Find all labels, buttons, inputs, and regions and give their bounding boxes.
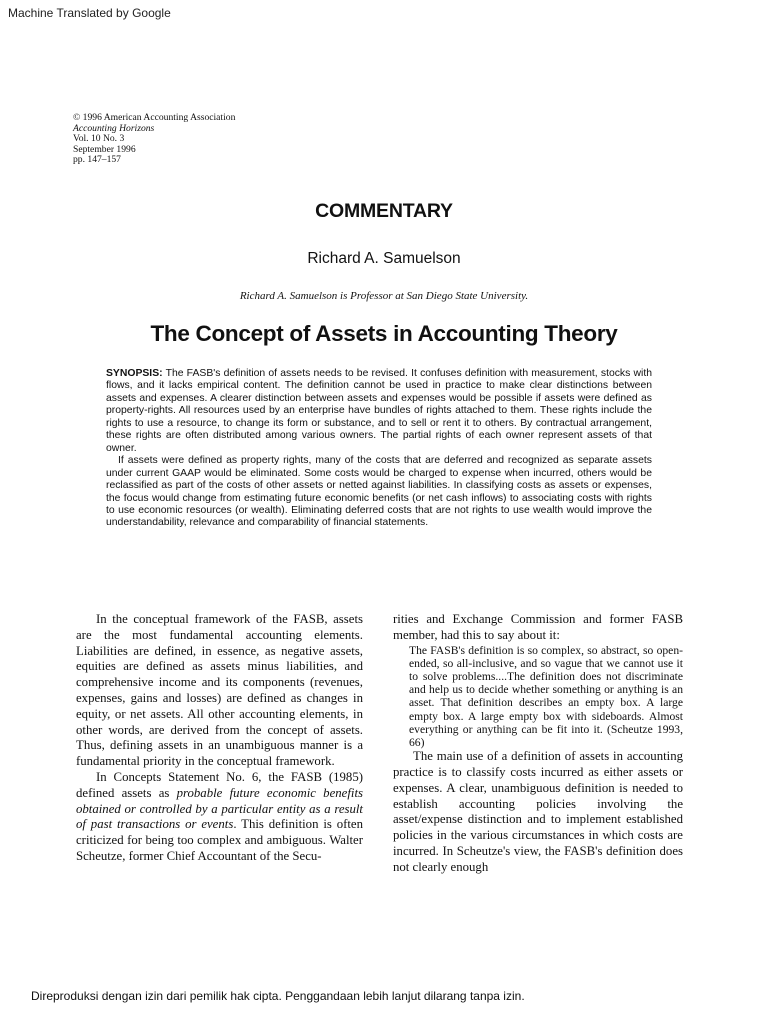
section-heading: COMMENTARY [315, 200, 453, 222]
copyright-notice-footer: Direproduksi dengan izin dari pemilik hak cipta. Penggandaan lebih lanjut dilarang tanpa izin. [31, 989, 525, 1003]
machine-translation-banner: Machine Translated by Google [8, 6, 171, 20]
journal-masthead [73, 113, 235, 166]
author-name: Richard A. Samuelson [307, 250, 461, 267]
copyright-line: © 1996 American Accounting Association [73, 112, 236, 123]
page-range: pp. 147–157 [73, 154, 121, 166]
issue-date: September 1996 [73, 143, 136, 155]
journal-name: Accounting Horizons [73, 122, 155, 134]
body-paragraph-continued: rities and Exchange Commission and former FASB member, had this to say about it: [393, 612, 683, 642]
synopsis-paragraph-2: If assets were defined as property rights, many of the costs that are deferred and recognized as separate assets under current GAAP would be eliminated. Some costs would be charged to expense when incurred, others would be reclassified as part of the costs of other assets or netted against liabilities. In classifying costs as assets or expenses, the focus would change from estimating future economic benefits (or net cash inflows) to associating costs with rights to use economic resources (or wealth). Eliminating deferred costs that are not rights to use wealth would improve the understandability, relevance and comparability of financial statements. [106, 455, 652, 529]
body-paragraph: The main use of a definition of assets in accounting practice is to classify costs incurred as either assets or expenses. A clear, unambiguous definition is needed to establish accounting policies involving the asset/expense distinction and to implement established policies in the various circumstances in which costs are incurred. In Scheutze's view, the FASB's definition does not clearly enough [393, 749, 683, 874]
body-text: . This definition is often criticized for being too complex and ambiguous. Walter Scheutze, former Chief Accountant of the Secu- [76, 817, 363, 863]
volume-line: Vol. 10 No. 3 [73, 133, 125, 145]
asset-definition-quote: probable future economic benefits obtained or controlled by a particular entity as a result of past transactions or events [76, 785, 363, 832]
synopsis-label: SYNOPSIS: [106, 368, 163, 379]
paper-title: The Concept of Assets in Accounting Theory [150, 321, 618, 346]
body-column-left [76, 612, 363, 865]
synopsis [106, 368, 652, 530]
author-affiliation: Richard A. Samuelson is Professor at San Diego State University. [239, 290, 529, 302]
body-paragraph: In the conceptual framework of the FASB, assets are the most fundamental accounting elements. Liabilities are defined, in essence, as negative assets, equities are defined as assets minus liabilities, and comprehensive income and its components (revenues, expenses, gains and losses) are defined as changes in equity, or net assets. All other accounting elements, in other words, are derived from the concept of assets. Thus, defining assets in an unambiguous manner is a fundamental priority in the conceptual framework. [76, 612, 363, 769]
synopsis-text-1: The FASB's definition of assets needs to be revised. It confuses definition with measurement, stocks with flows, and it lacks empirical content. The definition cannot be used in practice to make clear distinctions between assets and expenses. A clearer distinction between assets and expenses would be possible if assets were defined as property-rights. All resources used by an enterprise have bundles of rights attached to them. These rights include the rights to use a resource, to change its form or substance, and to sell or rent it to others. By contractual arrangement, these rights are often distributed among various owners. The partial rights of each owner represent assets of that owner. [106, 368, 652, 454]
body-text: In Concepts Statement No. 6, the FASB (1985) defined assets as [76, 769, 363, 800]
body-column-right [393, 612, 683, 876]
block-quote: The FASB's definition is so complex, so abstract, so open-ended, so all-inclusive, and so vague that we cannot use it to solve problems....The definition does not discriminate and help us to decide whether something or anything is an asset. That definition describes an empty box. A large empty box. A large empty box with sideboards. Almost everything or anything can be fit into it. (Scheutze 1993, 66) [409, 643, 683, 750]
synopsis-paragraph-1 [106, 368, 652, 455]
body-paragraph [76, 770, 363, 865]
